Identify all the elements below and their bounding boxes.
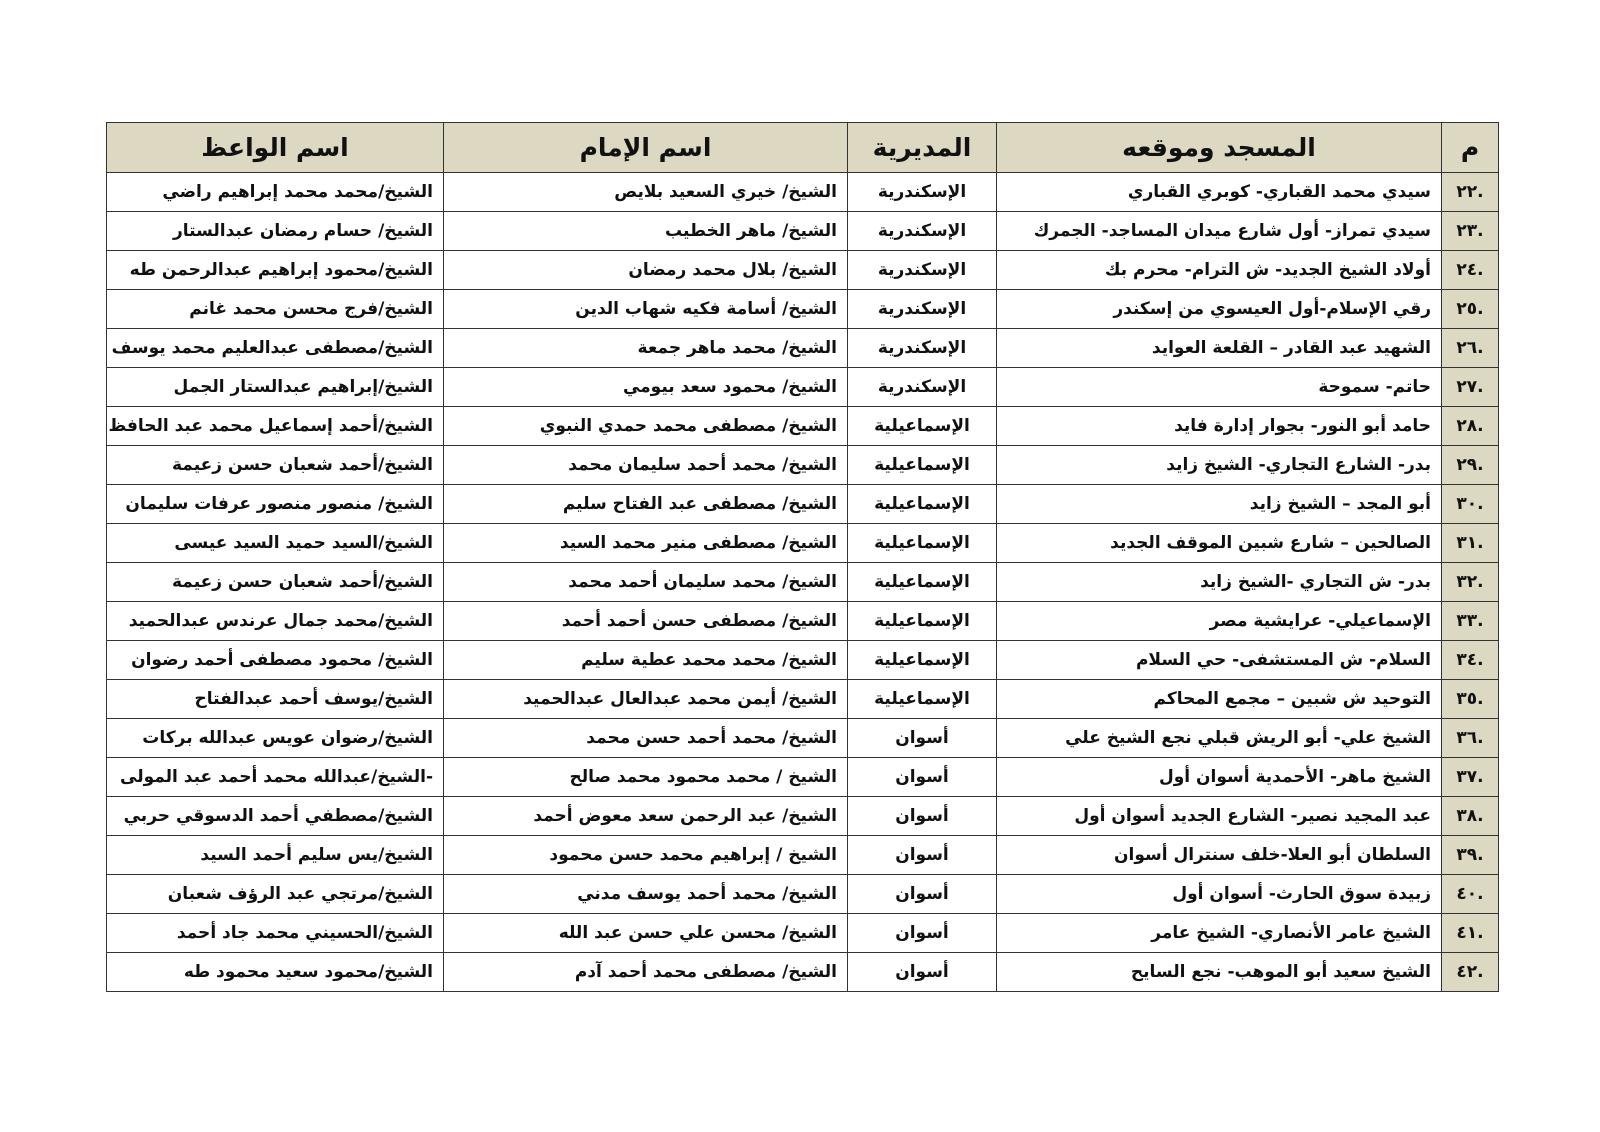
- header-row: [107, 123, 1499, 173]
- preacher-name: الشيخ/السيد حميد السيد عيسى: [107, 524, 444, 563]
- imam-name: الشيخ/ محمد أحمد يوسف مدني: [444, 875, 848, 914]
- row-number: .٣٣: [1442, 602, 1499, 641]
- imam-name: الشيخ/ محمد سليمان أحمد محمد: [444, 563, 848, 602]
- table-row: [107, 719, 1499, 758]
- mosque-location: الشيخ سعيد أبو الموهب- نجع السايح: [997, 953, 1442, 992]
- preacher-name: الشيخ/محمود سعيد محمود طه: [107, 953, 444, 992]
- mosque-location: عبد المجيد نصير- الشارع الجديد أسوان أول: [997, 797, 1442, 836]
- preacher-name: الشيخ/محمود إبراهيم عبدالرحمن طه: [107, 251, 444, 290]
- table-row: [107, 758, 1499, 797]
- directorate: الإسكندرية: [848, 251, 997, 290]
- directorate: الإسماعيلية: [848, 680, 997, 719]
- row-number: .٢٣: [1442, 212, 1499, 251]
- row-number: .٢٢: [1442, 173, 1499, 212]
- mosque-location: زبيدة سوق الحارث- أسوان أول: [997, 875, 1442, 914]
- table-row: [107, 875, 1499, 914]
- directorate: أسوان: [848, 797, 997, 836]
- preacher-name: الشيخ/يوسف أحمد عبدالفتاح: [107, 680, 444, 719]
- mosque-location: الإسماعيلي- عرايشية مصر: [997, 602, 1442, 641]
- directorate: الإسماعيلية: [848, 563, 997, 602]
- directorate: الإسماعيلية: [848, 524, 997, 563]
- directorate: الإسكندرية: [848, 212, 997, 251]
- imam-name: الشيخ / إبراهيم محمد حسن محمود: [444, 836, 848, 875]
- preacher-name: الشيخ/محمد جمال عرندس عبدالحميد: [107, 602, 444, 641]
- row-number: .٢٥: [1442, 290, 1499, 329]
- mosque-location: التوحيد ش شبين – مجمع المحاكم: [997, 680, 1442, 719]
- directorate: أسوان: [848, 914, 997, 953]
- imam-name: الشيخ/ محمد ماهر جمعة: [444, 329, 848, 368]
- table-row: [107, 329, 1499, 368]
- table-row: [107, 836, 1499, 875]
- directorate: الإسماعيلية: [848, 446, 997, 485]
- directorate: الإسماعيلية: [848, 485, 997, 524]
- directorate: الإسكندرية: [848, 329, 997, 368]
- mosque-location: الشيخ علي- أبو الريش قبلي نجع الشيخ علي: [997, 719, 1442, 758]
- imam-name: الشيخ/ محسن علي حسن عبد الله: [444, 914, 848, 953]
- preacher-name: الشيخ/الحسيني محمد جاد أحمد: [107, 914, 444, 953]
- mosque-location: الصالحين – شارع شبين الموقف الجديد: [997, 524, 1442, 563]
- row-number: .٣٨: [1442, 797, 1499, 836]
- table-row: [107, 173, 1499, 212]
- imam-name: الشيخ/ ماهر الخطيب: [444, 212, 848, 251]
- directorate: الإسماعيلية: [848, 407, 997, 446]
- table-row: [107, 290, 1499, 329]
- mosque-location: حامد أبو النور- بجوار إدارة فايد: [997, 407, 1442, 446]
- header-mosque: المسجد وموقعه: [997, 123, 1442, 173]
- preacher-name: الشيخ/مصطفى عبدالعليم محمد يوسف: [107, 329, 444, 368]
- imam-name: الشيخ/ مصطفى حسن أحمد أحمد: [444, 602, 848, 641]
- header-directorate: المديرية: [848, 123, 997, 173]
- table-header: [107, 123, 1499, 173]
- imam-name: الشيخ/ أيمن محمد عبدالعال عبدالحميد: [444, 680, 848, 719]
- preacher-name: الشيخ/ منصور منصور عرفات سليمان: [107, 485, 444, 524]
- mosque-location: بدر- الشارع التجاري- الشيخ زايد: [997, 446, 1442, 485]
- mosque-location: الشهيد عبد القادر – القلعة العوايد: [997, 329, 1442, 368]
- preacher-name: الشيخ/ حسام رمضان عبدالستار: [107, 212, 444, 251]
- directorate: أسوان: [848, 836, 997, 875]
- header-imam: اسم الإمام: [444, 123, 848, 173]
- row-number: .٤٠: [1442, 875, 1499, 914]
- header-num: م: [1442, 123, 1499, 173]
- row-number: .٤٢: [1442, 953, 1499, 992]
- mosques-table: [106, 122, 1499, 992]
- imam-name: الشيخ/ مصطفى منير محمد السيد: [444, 524, 848, 563]
- row-number: .٣٩: [1442, 836, 1499, 875]
- mosque-location: السلطان أبو العلا-خلف سنترال أسوان: [997, 836, 1442, 875]
- table-row: [107, 524, 1499, 563]
- row-number: .٤١: [1442, 914, 1499, 953]
- mosque-location: رقي الإسلام-أول العيسوي من إسكندر: [997, 290, 1442, 329]
- directorate: الإسكندرية: [848, 290, 997, 329]
- row-number: .٣١: [1442, 524, 1499, 563]
- table-row: [107, 368, 1499, 407]
- directorate: أسوان: [848, 719, 997, 758]
- preacher-name: الشيخ/أحمد شعبان حسن زعيمة: [107, 446, 444, 485]
- preacher-name: الشيخ/إبراهيم عبدالستار الجمل: [107, 368, 444, 407]
- imam-name: الشيخ/ مصطفى محمد حمدي النبوي: [444, 407, 848, 446]
- row-number: .٣٠: [1442, 485, 1499, 524]
- imam-name: الشيخ/ محمد أحمد حسن محمد: [444, 719, 848, 758]
- imam-name: الشيخ/ مصطفى محمد أحمد آدم: [444, 953, 848, 992]
- imam-name: الشيخ/ خيري السعيد بلايص: [444, 173, 848, 212]
- row-number: .٣٤: [1442, 641, 1499, 680]
- directorate: الإسكندرية: [848, 173, 997, 212]
- directorate: أسوان: [848, 953, 997, 992]
- imam-name: الشيخ/ محمود سعد بيومي: [444, 368, 848, 407]
- row-number: .٢٩: [1442, 446, 1499, 485]
- imam-name: الشيخ/ مصطفى عبد الفتاح سليم: [444, 485, 848, 524]
- table-row: [107, 251, 1499, 290]
- table-row: [107, 602, 1499, 641]
- preacher-name: الشيخ/مرتجي عبد الرؤف شعبان: [107, 875, 444, 914]
- directorate: الإسماعيلية: [848, 602, 997, 641]
- mosque-location: الشيخ ماهر- الأحمدية أسوان أول: [997, 758, 1442, 797]
- directorate: أسوان: [848, 758, 997, 797]
- table-row: [107, 563, 1499, 602]
- table-row: [107, 914, 1499, 953]
- header-preacher: اسم الواعظ: [107, 123, 444, 173]
- table-row: [107, 212, 1499, 251]
- mosque-location: حاتم- سموحة: [997, 368, 1442, 407]
- preacher-name: -الشيخ/عبدالله محمد أحمد عبد المولى: [107, 758, 444, 797]
- row-number: .٣٧: [1442, 758, 1499, 797]
- row-number: .٢٤: [1442, 251, 1499, 290]
- row-number: .٢٨: [1442, 407, 1499, 446]
- row-number: .٣٦: [1442, 719, 1499, 758]
- imam-name: الشيخ/ عبد الرحمن سعد معوض أحمد: [444, 797, 848, 836]
- mosque-location: أولاد الشيخ الجديد- ش الترام- محرم بك: [997, 251, 1442, 290]
- table-body: [107, 173, 1499, 992]
- imam-name: الشيخ / محمد محمود محمد صالح: [444, 758, 848, 797]
- table-row: [107, 680, 1499, 719]
- table-row: [107, 641, 1499, 680]
- preacher-name: الشيخ/فرج محسن محمد غانم: [107, 290, 444, 329]
- imam-name: الشيخ/ أسامة فكيه شهاب الدين: [444, 290, 848, 329]
- table-row: [107, 953, 1499, 992]
- preacher-name: الشيخ/أحمد إسماعيل محمد عبد الحافظ: [107, 407, 444, 446]
- preacher-name: الشيخ/أحمد شعبان حسن زعيمة: [107, 563, 444, 602]
- mosque-location: الشيخ عامر الأنصاري- الشيخ عامر: [997, 914, 1442, 953]
- preacher-name: الشيخ/يس سليم أحمد السيد: [107, 836, 444, 875]
- row-number: .٢٦: [1442, 329, 1499, 368]
- imam-name: الشيخ/ محمد أحمد سليمان محمد: [444, 446, 848, 485]
- mosque-location: سيدي تمراز- أول شارع ميدان المساجد- الجمرك: [997, 212, 1442, 251]
- table-row: [107, 485, 1499, 524]
- directorate: أسوان: [848, 875, 997, 914]
- mosque-location: بدر- ش التجاري -الشيخ زايد: [997, 563, 1442, 602]
- directorate: الإسماعيلية: [848, 641, 997, 680]
- preacher-name: الشيخ/رضوان عويس عبدالله بركات: [107, 719, 444, 758]
- preacher-name: الشيخ/مصطفي أحمد الدسوقي حربي: [107, 797, 444, 836]
- table-row: [107, 407, 1499, 446]
- row-number: .٣٥: [1442, 680, 1499, 719]
- mosque-location: أبو المجد – الشيخ زايد: [997, 485, 1442, 524]
- row-number: .٢٧: [1442, 368, 1499, 407]
- mosque-location: السلام- ش المستشفى- حي السلام: [997, 641, 1442, 680]
- mosque-location: سيدي محمد القباري- كوبري القباري: [997, 173, 1442, 212]
- table-row: [107, 797, 1499, 836]
- directorate: الإسكندرية: [848, 368, 997, 407]
- table-row: [107, 446, 1499, 485]
- preacher-name: الشيخ/ محمود مصطفى أحمد رضوان: [107, 641, 444, 680]
- row-number: .٣٢: [1442, 563, 1499, 602]
- preacher-name: الشيخ/محمد محمد إبراهيم راضي: [107, 173, 444, 212]
- imam-name: الشيخ/ محمد محمد عطية سليم: [444, 641, 848, 680]
- imam-name: الشيخ/ بلال محمد رمضان: [444, 251, 848, 290]
